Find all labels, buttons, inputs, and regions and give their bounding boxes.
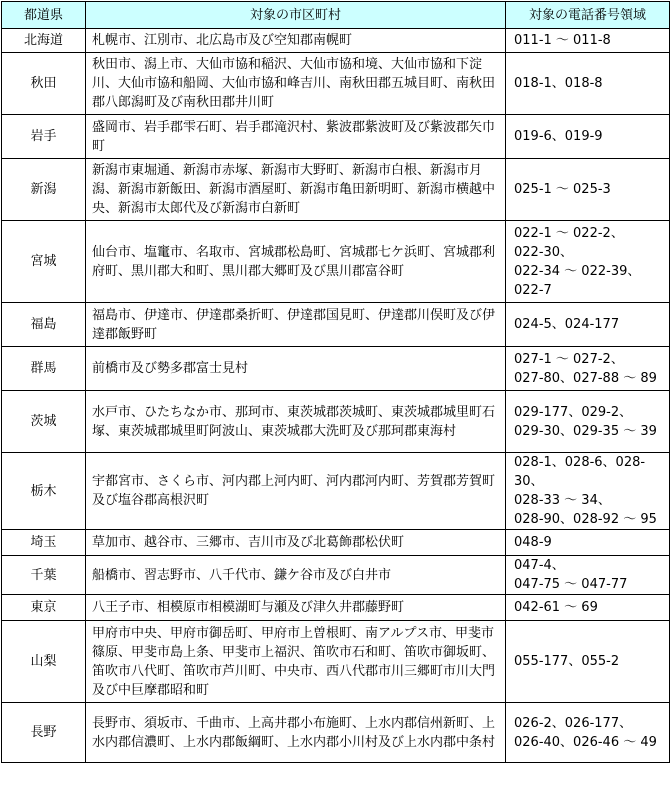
prefecture-cell: 東京 [2, 595, 86, 621]
prefecture-cell: 山梨 [2, 621, 86, 703]
phone-area-cell [506, 303, 670, 347]
phone-area-code: 027-1 〜 027-2、 [514, 351, 624, 367]
table-row [2, 621, 670, 703]
municipalities-cell: 仙台市、塩竃市、名取市、宮城郡松島町、宮城郡七ケ浜町、宮城郡利府町、黒川郡大和町、黒川郡大郷町及び黒川郡富谷町 [86, 221, 506, 303]
phone-area-code: 022-34 〜 022-39、 [514, 263, 641, 279]
prefecture-cell: 福島 [2, 303, 86, 347]
table-row [2, 159, 670, 221]
municipalities-cell: 札幌市、江別市、北広島市及び空知郡南幌町 [86, 29, 506, 53]
phone-area-cell [506, 159, 670, 221]
table-row [2, 391, 670, 453]
phone-area-code: 018-1、018-8 [514, 76, 603, 91]
prefecture-cell: 宮城 [2, 221, 86, 303]
prefecture-cell: 新潟 [2, 159, 86, 221]
prefecture-cell: 長野 [2, 703, 86, 763]
municipalities-cell: 盛岡市、岩手郡雫石町、岩手郡滝沢村、紫波郡紫波町及び紫波郡矢巾町 [86, 115, 506, 159]
prefecture-cell: 群馬 [2, 347, 86, 391]
phone-area-code: 027-80、027-88 〜 89 [514, 370, 657, 386]
phone-area-code: 028-33 〜 34、 [514, 493, 611, 508]
header-phone-area: 対象の電話番号領域 [506, 2, 670, 29]
municipalities-cell: 前橋市及び勢多郡富士見村 [86, 347, 506, 391]
prefecture-cell: 茨城 [2, 391, 86, 453]
phone-area-code: 029-177、029-2、 [514, 404, 633, 420]
phone-area-code: 025-1 〜 025-3 [514, 182, 611, 197]
phone-area-cell [506, 391, 670, 453]
phone-area-cell [506, 530, 670, 556]
phone-area-cell [506, 453, 670, 530]
phone-area-code: 026-2、026-177、 [514, 715, 633, 731]
phone-area-code: 028-1、028-6、028-30、 [514, 455, 646, 489]
phone-area-cell [506, 221, 670, 303]
table-row [2, 703, 670, 763]
phone-area-cell [506, 556, 670, 595]
prefecture-cell: 埼玉 [2, 530, 86, 556]
table-row [2, 29, 670, 53]
table-row [2, 556, 670, 595]
phone-area-table [1, 1, 670, 763]
phone-area-code: 024-5、024-177 [514, 317, 620, 332]
phone-area-cell [506, 347, 670, 391]
table-row [2, 53, 670, 115]
phone-area-code: 047-75 〜 047-77 [514, 577, 628, 592]
phone-area-code: 011-1 〜 011-8 [514, 33, 611, 48]
phone-area-code: 042-61 〜 69 [514, 600, 598, 615]
municipalities-cell: 新潟市東堀通、新潟市赤塚、新潟市大野町、新潟市白根、新潟市月潟、新潟市新飯田、新潟市酒屋町、新潟市亀田新明町、新潟市横越中央、新潟市太郎代及び新潟市白新町 [86, 159, 506, 221]
phone-area-code: 022-1 〜 022-2、 [514, 225, 624, 241]
phone-area-cell [506, 115, 670, 159]
prefecture-cell: 北海道 [2, 29, 86, 53]
table-row [2, 530, 670, 556]
prefecture-cell: 秋田 [2, 53, 86, 115]
phone-area-cell [506, 621, 670, 703]
phone-area-code: 055-177、055-2 [514, 654, 620, 669]
municipalities-cell: 八王子市、相模原市相模湖町与瀬及び津久井郡藤野町 [86, 595, 506, 621]
phone-area-cell [506, 53, 670, 115]
municipalities-cell: 宇都宮市、さくら市、河内郡上河内町、河内郡河内町、芳賀郡芳賀町及び塩谷郡高根沢町 [86, 453, 506, 530]
municipalities-cell: 秋田市、潟上市、大仙市協和稲沢、大仙市協和境、大仙市協和下淀川、大仙市協和船岡、大仙市協和峰吉川、南秋田郡五城目町、南秋田郡八郎潟町及び南秋田郡井川町 [86, 53, 506, 115]
table-row [2, 221, 670, 303]
prefecture-cell: 千葉 [2, 556, 86, 595]
municipalities-cell: 船橋市、習志野市、八千代市、鎌ケ谷市及び白井市 [86, 556, 506, 595]
table-header-row [2, 2, 670, 29]
phone-area-code: 022-7 [514, 282, 552, 298]
phone-area-code: 029-30、029-35 〜 39 [514, 423, 657, 439]
prefecture-cell: 岩手 [2, 115, 86, 159]
table-row [2, 303, 670, 347]
municipalities-cell: 甲府市中央、甲府市御岳町、甲府市上曽根町、南アルプス市、甲斐市篠原、甲斐市島上条、甲斐市上福沢、笛吹市石和町、笛吹市御坂町、笛吹市八代町、笛吹市芦川町、中央市、西八代郡市川三郷町市川大門及び中巨摩郡昭和町 [86, 621, 506, 703]
phone-area-code: 048-9 [514, 535, 552, 550]
phone-area-code: 026-40、026-46 〜 49 [514, 734, 657, 750]
prefecture-cell: 栃木 [2, 453, 86, 530]
municipalities-cell: 草加市、越谷市、三郷市、吉川市及び北葛飾郡松伏町 [86, 530, 506, 556]
phone-area-cell [506, 703, 670, 763]
header-prefecture: 都道県 [2, 2, 86, 29]
municipalities-cell: 長野市、須坂市、千曲市、上高井郡小布施町、上水内郡信州新町、上水内郡信濃町、上水内郡飯綱町、上水内郡小川村及び上水内郡中条村 [86, 703, 506, 763]
phone-area-cell [506, 595, 670, 621]
phone-area-code: 022-30、 [514, 244, 574, 260]
municipalities-cell: 福島市、伊達市、伊達郡桑折町、伊達郡国見町、伊達郡川俣町及び伊達郡飯野町 [86, 303, 506, 347]
municipalities-cell: 水戸市、ひたちなか市、那珂市、東茨城郡茨城町、東茨城郡城里町石塚、東茨城郡城里町阿波山、東茨城郡大洗町及び那珂郡東海村 [86, 391, 506, 453]
table-row [2, 595, 670, 621]
table-row [2, 453, 670, 530]
table-row [2, 115, 670, 159]
phone-area-code: 019-6、019-9 [514, 129, 603, 144]
phone-area-code: 028-90、028-92 〜 95 [514, 512, 657, 527]
header-municipalities: 対象の市区町村 [86, 2, 506, 29]
phone-area-code: 047-4、 [514, 558, 565, 573]
phone-area-cell [506, 29, 670, 53]
table-row [2, 347, 670, 391]
